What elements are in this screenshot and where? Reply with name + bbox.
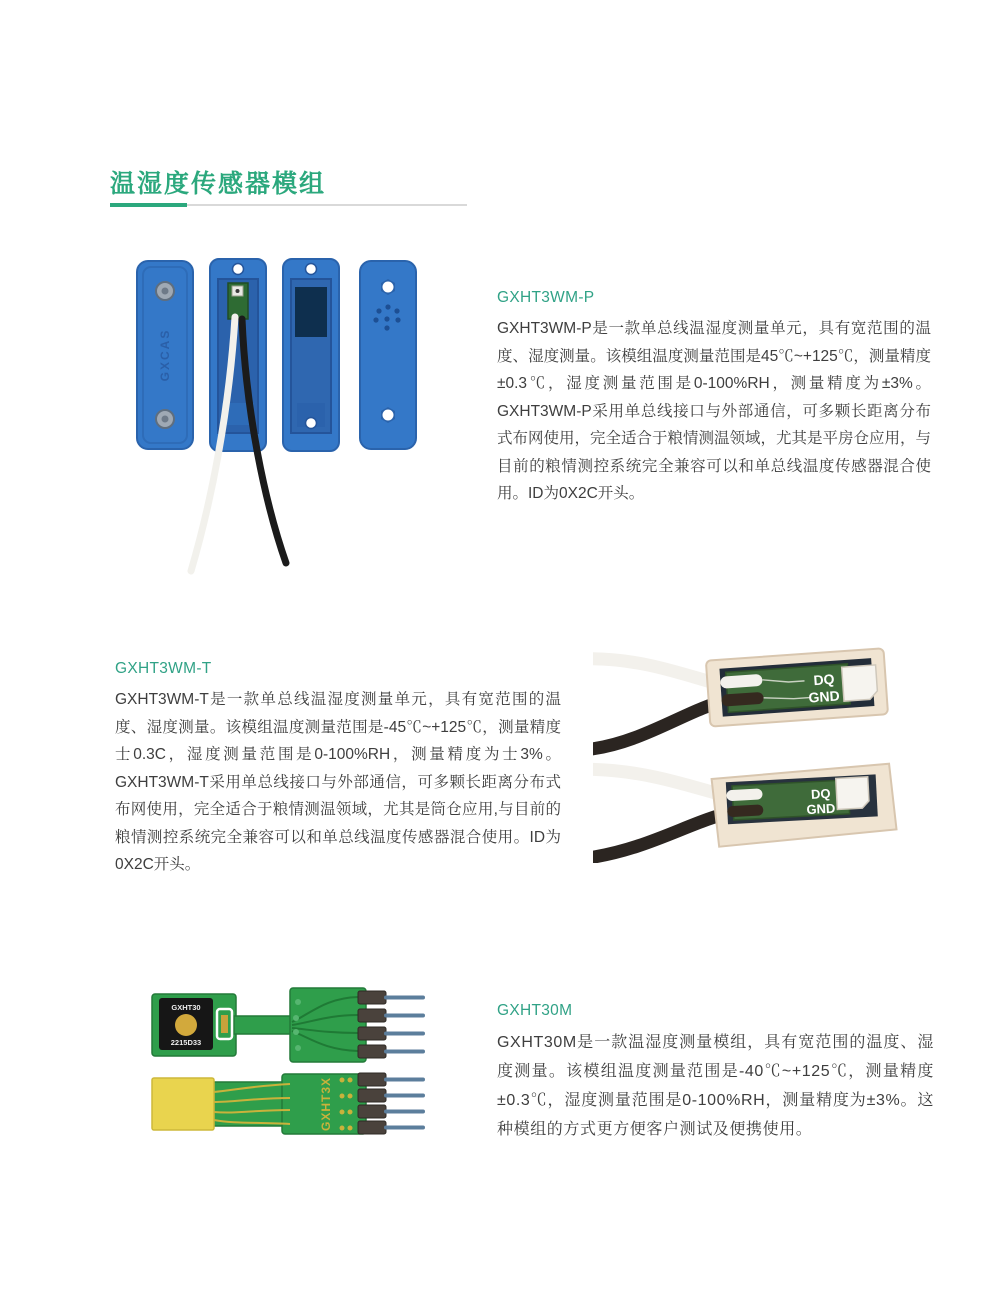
case-open-with-window [283,259,339,451]
case-brand-embossed-text: GXCAS [158,328,172,382]
section-heading: GXHT3WM-T [115,660,212,677]
pcb-label-dq: DQ [810,785,831,802]
chip-code-text: 2215D33 [170,1038,202,1047]
mount-hole-bottom [306,418,317,429]
board-model-text: GXHT3X [319,1076,333,1132]
pin-header [358,991,423,1058]
section-heading: GXHT3WM-P [497,289,595,306]
sensor-chip [836,777,870,810]
hex-hole-top [383,282,394,293]
case-open-with-pcb [191,259,286,571]
section-gxht3wm-p [497,289,931,508]
section-body: GXHT3WM-T是一款单总线温湿度测量单元，具有宽范围的温度、湿度测量。该模组温度测量范围是-45℃~+125℃，测量精度士0.3C，湿度测量范围是0-100%RH，测量精度为士3%。GXHT3WM-T采用单总线接口与外部通信，可多颗长距离分布式布网使用，完全适合于粮情测温领域，尤其是筒仓应用,与目前的粮情测控系统完全兼容可以和单总线温度传感器混合使用。ID为0X2C开头。 [115,691,561,873]
pcb-module-illustration [140,978,425,1140]
wired-module-illustration [593,628,938,863]
hex-hole-bottom [383,410,394,421]
pins [386,1080,423,1128]
title-underline [110,203,467,208]
title-underline-accent [110,203,187,207]
pcb-label-gnd: GND [806,800,836,818]
pin-header [358,1073,423,1134]
section-body: GXHT3WM-P是一款单总线温湿度测量单元，具有宽范围的温度、湿度测量。该模组温度测量范围是45℃~+125℃，测量精度±0.3℃，湿度测量范围是0-100%RH，测量精度为±3%。GXHT3WM-P采用单总线接口与外部通信，可多颗长距离分布式布网使用，完全适合于粮情测温领域，尤其是平房仓应用，与目前的粮情测控系统完全兼容可以和单总线温度传感器混合使用。ID为0X2C开头。 [497,320,932,502]
title-underline-track [187,204,467,206]
figure-gxht3wm-p-photo [115,253,445,583]
blue-enclosure-illustration [115,253,445,583]
sensor-chip [842,665,878,701]
figure-gxht30m-photo [140,978,425,1140]
section-body: GXHT30M是一款温湿度测量模组，具有宽范围的温度、湿度测量。该模组温度测量范围是-40℃~+125℃，测量精度±0.3℃，湿度测量范围是0-100%RH，测量精度为±3%。这种模组的方式更方便客户测试及便携使用。 [497,1034,934,1138]
pcb-label-gnd: GND [808,687,841,706]
case-front-lid [137,261,193,449]
sensor-window [295,287,327,337]
module-bottom [593,754,897,858]
case-back-lid [360,261,416,449]
mount-hole-top [306,264,317,275]
section-gxht30m [497,1002,934,1144]
black-wire [593,812,735,857]
pcb-bottom [152,1073,423,1134]
figure-gxht3wm-t-photo [593,628,938,863]
pcb-top [152,988,423,1062]
mount-hole-top [233,264,244,275]
section-gxht3wm-t [115,660,561,879]
section-heading: GXHT30M [497,1002,573,1019]
flex-pad [152,1078,214,1130]
pcb-label-dq: DQ [812,670,835,689]
page-title: 温湿度传感器模组 [110,170,327,198]
chip-model-text: GXHT30 [171,1003,201,1012]
pins [386,998,423,1052]
module-top [593,638,889,748]
